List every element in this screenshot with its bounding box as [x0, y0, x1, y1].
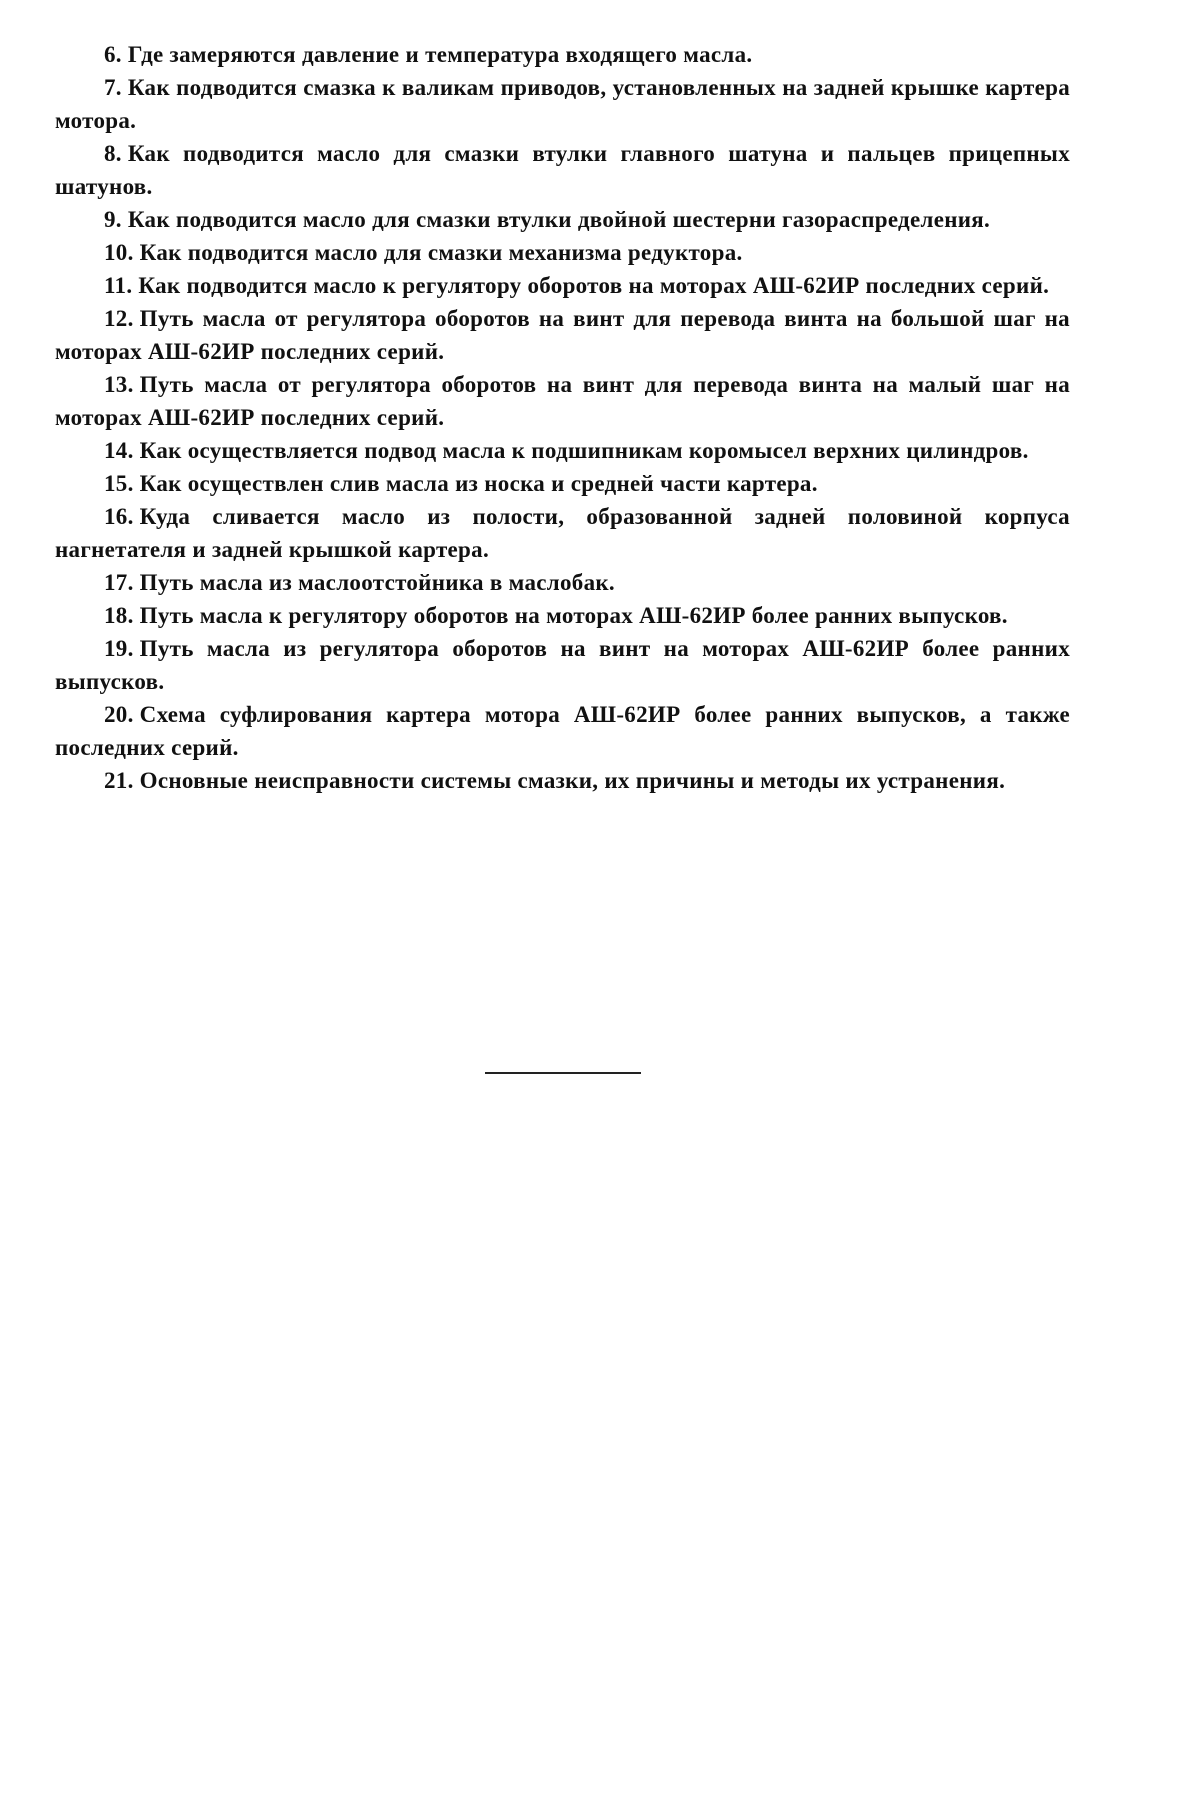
question-item: [55, 269, 1070, 302]
question-number: 21.: [104, 768, 134, 793]
question-number: 10.: [104, 240, 134, 265]
question-item: [55, 236, 1070, 269]
question-number: 7.: [104, 75, 122, 100]
question-item: [55, 599, 1070, 632]
question-number: 11.: [104, 273, 133, 298]
question-text: Как подводится смазка к валикам приводов, установленных на задней крышке картера мотора.: [55, 75, 1070, 133]
question-number: 8.: [104, 141, 122, 166]
question-item: [55, 302, 1070, 368]
question-item: [55, 500, 1070, 566]
question-text: Как осуществлен слив масла из носка и средней части картера.: [139, 471, 818, 496]
question-number: 15.: [104, 471, 134, 496]
question-item: [55, 467, 1070, 500]
question-text: Схема суфлирования картера мотора АШ-62ИР более ранних выпусков, а также последних серий.: [55, 702, 1070, 760]
question-item: [55, 368, 1070, 434]
question-item: [55, 137, 1070, 203]
question-number: 19.: [104, 636, 134, 661]
question-list: [55, 38, 1070, 797]
question-number: 14.: [104, 438, 134, 463]
question-item: [55, 698, 1070, 764]
question-text: Путь масла от регулятора оборотов на винт для перевода винта на большой шаг на моторах АШ-62ИР последних серий.: [55, 306, 1070, 364]
question-number: 18.: [104, 603, 134, 628]
question-number: 12.: [104, 306, 134, 331]
question-number: 6.: [104, 42, 122, 67]
question-text: Как подводится масло для смазки втулки главного шатуна и пальцев прицепных шатунов.: [55, 141, 1070, 199]
question-number: 9.: [104, 207, 122, 232]
question-text: Путь масла из регулятора оборотов на винт на моторах АШ-62ИР более ранних выпусков.: [55, 636, 1070, 694]
question-text: Путь масла из маслоотстойника в маслобак.: [139, 570, 615, 595]
question-number: 16.: [104, 504, 134, 529]
question-item: [55, 764, 1070, 797]
question-item: [55, 71, 1070, 137]
question-number: 20.: [104, 702, 134, 727]
question-text: Как подводится масло к регулятору оборотов на моторах АШ-62ИР последних серий.: [138, 273, 1050, 298]
question-text: Основные неисправности системы смазки, их причины и методы их устранения.: [139, 768, 1006, 793]
question-item: [55, 38, 1070, 71]
question-item: [55, 203, 1070, 236]
question-text: Путь масла от регулятора оборотов на винт для перевода винта на малый шаг на моторах АШ-62ИР последних серий.: [55, 372, 1070, 430]
question-text: Как подводится масло для смазки механизма редуктора.: [139, 240, 743, 265]
question-item: [55, 632, 1070, 698]
question-text: Как осуществляется подвод масла к подшипникам коромысел верхних цилиндров.: [139, 438, 1029, 463]
question-item: [55, 566, 1070, 599]
question-text: Как подводится масло для смазки втулки двойной шестерни газораспределения.: [127, 207, 991, 232]
question-text: Где замеряются давление и температура входящего масла.: [127, 42, 753, 67]
question-number: 17.: [104, 570, 134, 595]
question-item: [55, 434, 1070, 467]
question-text: Путь масла к регулятору оборотов на моторах АШ-62ИР более ранних выпусков.: [139, 603, 1008, 628]
question-number: 13.: [104, 372, 134, 397]
section-divider: [485, 1072, 641, 1074]
question-text: Куда сливается масло из полости, образованной задней половиной корпуса нагнетателя и задней крышкой картера.: [55, 504, 1070, 562]
